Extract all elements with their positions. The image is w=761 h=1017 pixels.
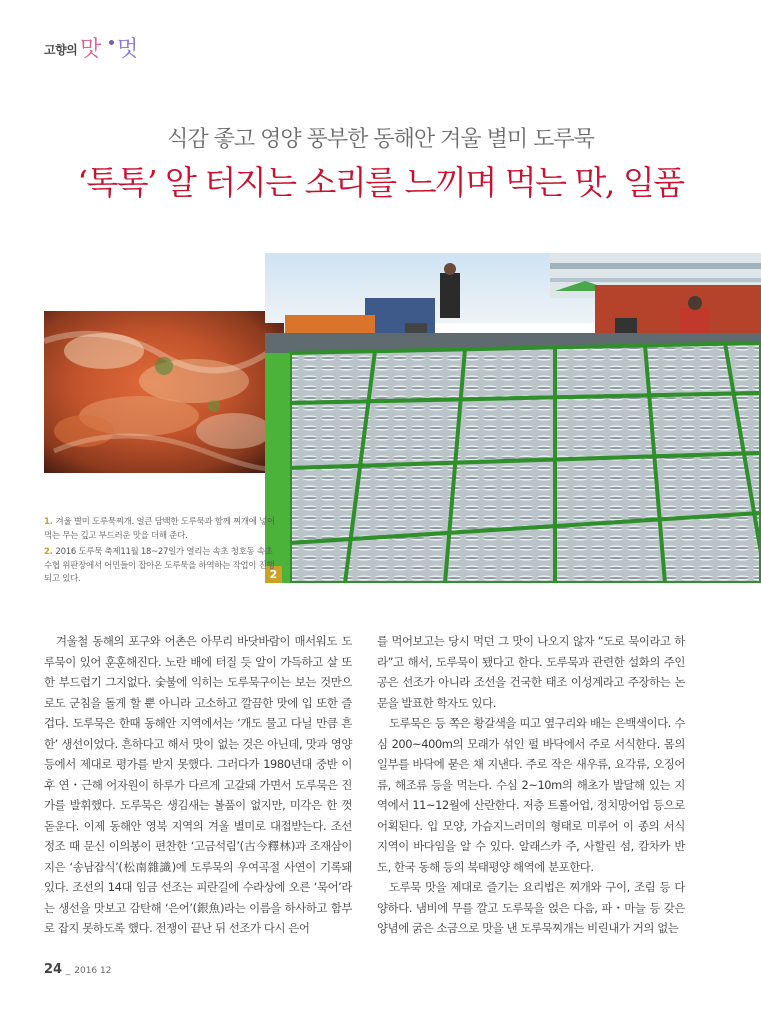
body-paragraph: 겨울철 동해의 포구와 어촌은 아무리 바닷바람이 매서워도 도루묵이 있어 훈훈해진다. 노란 배에 터질 듯 알이 가득하고 살 또한 부드럽기 그지없다. 숯불에 익히는 도루묵구이는 보는 것만으로도 군침을 돌게 할 뿐 아니라 고소하고 깔끔한 맛에 입 또한 즐겁다. 도루묵은 한때 동해안 지역에서는 ‘개도 물고 다닐 만큼 흔한’ 생선이었다. 흔하다고 해서 맛이 없는 것은 아닌데, 맛과 영양 등에서 제대로 평가를 받지 못했다. 그러다가 1980년대 중반 이후 연・근해 어자원이 하루가 다르게 고갈돼 가면서 도루묵은 진가를 발휘했다. 도루묵은 생김새는 볼품이 없지만, 미각은 한 껏 돋운다. 이제 동해안 영북 지역의 겨울 별미로 대접받는다. 조선 정조 때 문신 이의봉이 편찬한 ‘고금석림’(古今釋林)과 조재삼이 지은 ‘송남잡식’(松南雜識)에 도루묵의 우여곡절 사연이 기록돼 있다. 조선의 14대 임금 선조는 피란길에 수라상에 오른 ‘묵어’라는 생선을 맛보고 감탄해 ‘은어’(銀魚)라는 이름을 하사하고 함부로 잡지 못하도록 했다. 전쟁이 끝난 뒤 선조가 다시 은어 <box>44 634 352 935</box>
page-footer <box>44 962 111 977</box>
article-subtitle: 식감 좋고 영양 풍부한 동해안 겨울 별미 도루묵 <box>167 127 594 152</box>
body-column-right <box>377 631 685 939</box>
caption-number: 1. <box>44 517 53 527</box>
caption-1 <box>44 516 276 543</box>
caption-text: 겨울 별미 도루묵찌개. 얼큰 담백한 도루묵과 함께 찌개에 넣어 먹는 무는 깊고 부드러운 맛을 더해 준다. <box>44 517 275 541</box>
fish-market-illustration <box>265 253 761 583</box>
footer-separator: _ <box>65 966 71 976</box>
body-paragraph: 도루묵은 등 쪽은 황갈색을 띠고 옆구리와 배는 은백색이다. 수심 200~400m의 모래가 섞인 펄 바닥에서 주로 서식한다. 몸의 일부를 바닥에 묻은 채 지낸다. 주로 작은 새우류, 요각류, 오징어류, 해조류 등을 먹는다. 수심 2~10m의 해초가 발달해 있는 지역에서 11~12월에 산란한다. 저층 트롤어업, 정치망어업 등으로 어획된다. 입 모양, 가슴지느러미의 형태로 미루어 이 종의 서식 지역이 바다임을 알 수 있다. 알래스카 주, 사할린 섬, 캄차카 반도, 한국 동해 등의 북태평양 해역에 분포한다. <box>377 716 685 874</box>
article-title: ‘톡톡’ 알 터지는 소리를 느끼며 먹는 맛, 일품 <box>77 163 684 202</box>
body-column-left <box>44 631 352 939</box>
section-title-taste: 맛 <box>80 37 102 62</box>
photo-number-badge: 2 <box>265 566 282 583</box>
photo-fish-market <box>265 253 761 583</box>
stew-illustration <box>44 311 284 473</box>
caption-text: 2016 도루묵 축제11월 18~27일가 열리는 속초 청호동 속초수협 위판장에서 어민들이 잡아온 도루묵을 하역하는 작업이 진행되고 있다. <box>44 547 275 584</box>
issue-date: 2016 12 <box>74 966 112 976</box>
section-divider-dot <box>109 40 114 45</box>
page-number: 24 <box>44 962 63 977</box>
caption-2 <box>44 546 276 587</box>
body-paragraph: 를 먹어보고는 당시 먹던 그 맛이 나오지 않자 “도로 묵이라고 하라”고 해서, 도루묵이 됐다고 한다. 도루묵과 관련한 설화의 주인공은 선조가 아니라 조선을 건국한 태조 이성계라고 주장하는 논문을 발표한 학자도 있다. <box>377 634 685 710</box>
section-label: 고향의 <box>44 43 78 57</box>
section-title-style: 멋 <box>117 37 139 62</box>
caption-number: 2. <box>44 547 53 557</box>
photo-stew <box>44 311 284 473</box>
body-paragraph: 도루묵 맛을 제대로 즐기는 요리법은 찌개와 구이, 조림 등 다양하다. 냄비에 무를 깔고 도루묵을 얹은 다음, 파・마늘 등 갖은 양념에 굵은 소금으로 맛을 낸 도루묵찌개는 비린내가 거의 없는 <box>377 880 685 935</box>
